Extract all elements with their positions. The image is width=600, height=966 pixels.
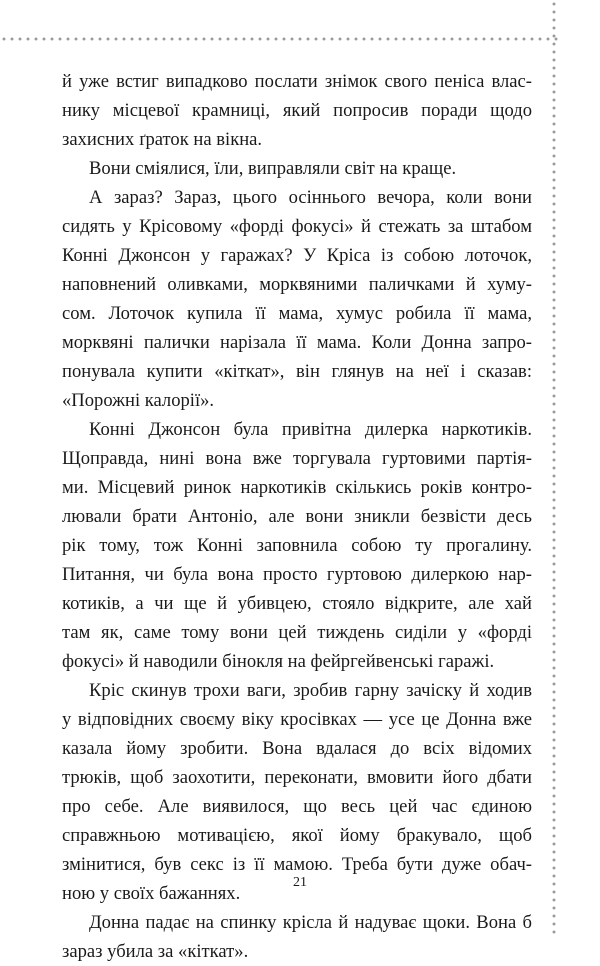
- text-line: сом. Лоточок купила її мама, хумус робила її мама,: [62, 303, 532, 324]
- text-line: Вони сміялися, їли, виправляли світ на краще.: [89, 158, 457, 179]
- dotted-border-right: [552, 0, 556, 937]
- text-line: наповнений оливками, морквяними паличками й хуму-: [62, 274, 532, 295]
- text-line: Щоправда, нині вона вже торгувала гуртовими партія-: [62, 448, 532, 469]
- text-line: Конні Джонсон у гаражах? У Кріса із собою лоточок,: [62, 245, 532, 266]
- text-line: А зараз? Зараз, цього осіннього вечора, коли вони: [89, 187, 532, 208]
- text-line: понувала купити «кіткат», він глянув на неї і сказав:: [62, 361, 532, 382]
- text-line: й уже встиг випадково послати знімок свого пеніса влас-: [62, 71, 532, 92]
- text-line: Кріс скинув трохи ваги, зробив гарну зачіску й ходив: [89, 680, 532, 701]
- page-number: 21: [293, 875, 307, 890]
- text-line: Конні Джонсон була привітна дилерка наркотиків.: [89, 419, 532, 440]
- text-line: зараз убила за «кіткат».: [62, 941, 249, 962]
- text-line: котиків, а чи ще й убивцею, стояло відкрите, але хай: [62, 593, 532, 614]
- text-line: рік тому, тож Конні заповнила собою ту прогалину.: [62, 535, 532, 556]
- text-line: справжньою мотивацією, якої йому бракувало, щоб: [62, 825, 532, 846]
- page-body-text: [62, 67, 532, 966]
- text-line: ною у своїх бажаннях.: [62, 883, 241, 904]
- text-line: фокусі» й наводили бінокля на фейргейвенські гаражі.: [62, 651, 495, 672]
- text-line: ми. Місцевий ринок наркотиків скількись років контро-: [62, 477, 532, 498]
- text-line: нику місцевої крамниці, який попросив поради щодо: [62, 100, 532, 121]
- text-line: морквяні палички нарізала її мама. Коли Донна запро-: [62, 332, 532, 353]
- text-line: трюків, щоб заохотити, переконати, вмовити його дбати: [62, 767, 532, 788]
- dotted-border-top: [0, 37, 560, 41]
- text-line: казала йому зробити. Вона вдалася до всіх відомих: [62, 738, 532, 759]
- text-line: змінитися, був секс із її мамою. Треба бути дуже обач-: [62, 854, 532, 875]
- text-line: Питання, чи була вона просто гуртовою дилеркою нар-: [62, 564, 532, 585]
- text-line: у відповідних своєму віку кросівках — усе це Донна вже: [62, 709, 532, 730]
- text-line: сидять у Крісовому «форді фокусі» й стежать за штабом: [62, 216, 532, 237]
- text-line: про себе. Але виявилося, що весь цей час єдиною: [62, 796, 532, 817]
- text-line: захисних ґраток на вікна.: [62, 129, 263, 150]
- text-line: «Порожні калорії».: [62, 390, 215, 411]
- text-line: там як, саме тому вони цей тиждень сиділи у «форді: [62, 622, 532, 643]
- text-line: Донна падає на спинку крісла й надуває щоки. Вона б: [89, 912, 532, 933]
- text-line: лювали брати Антоніо, але вони зникли безвісти десь: [62, 506, 532, 527]
